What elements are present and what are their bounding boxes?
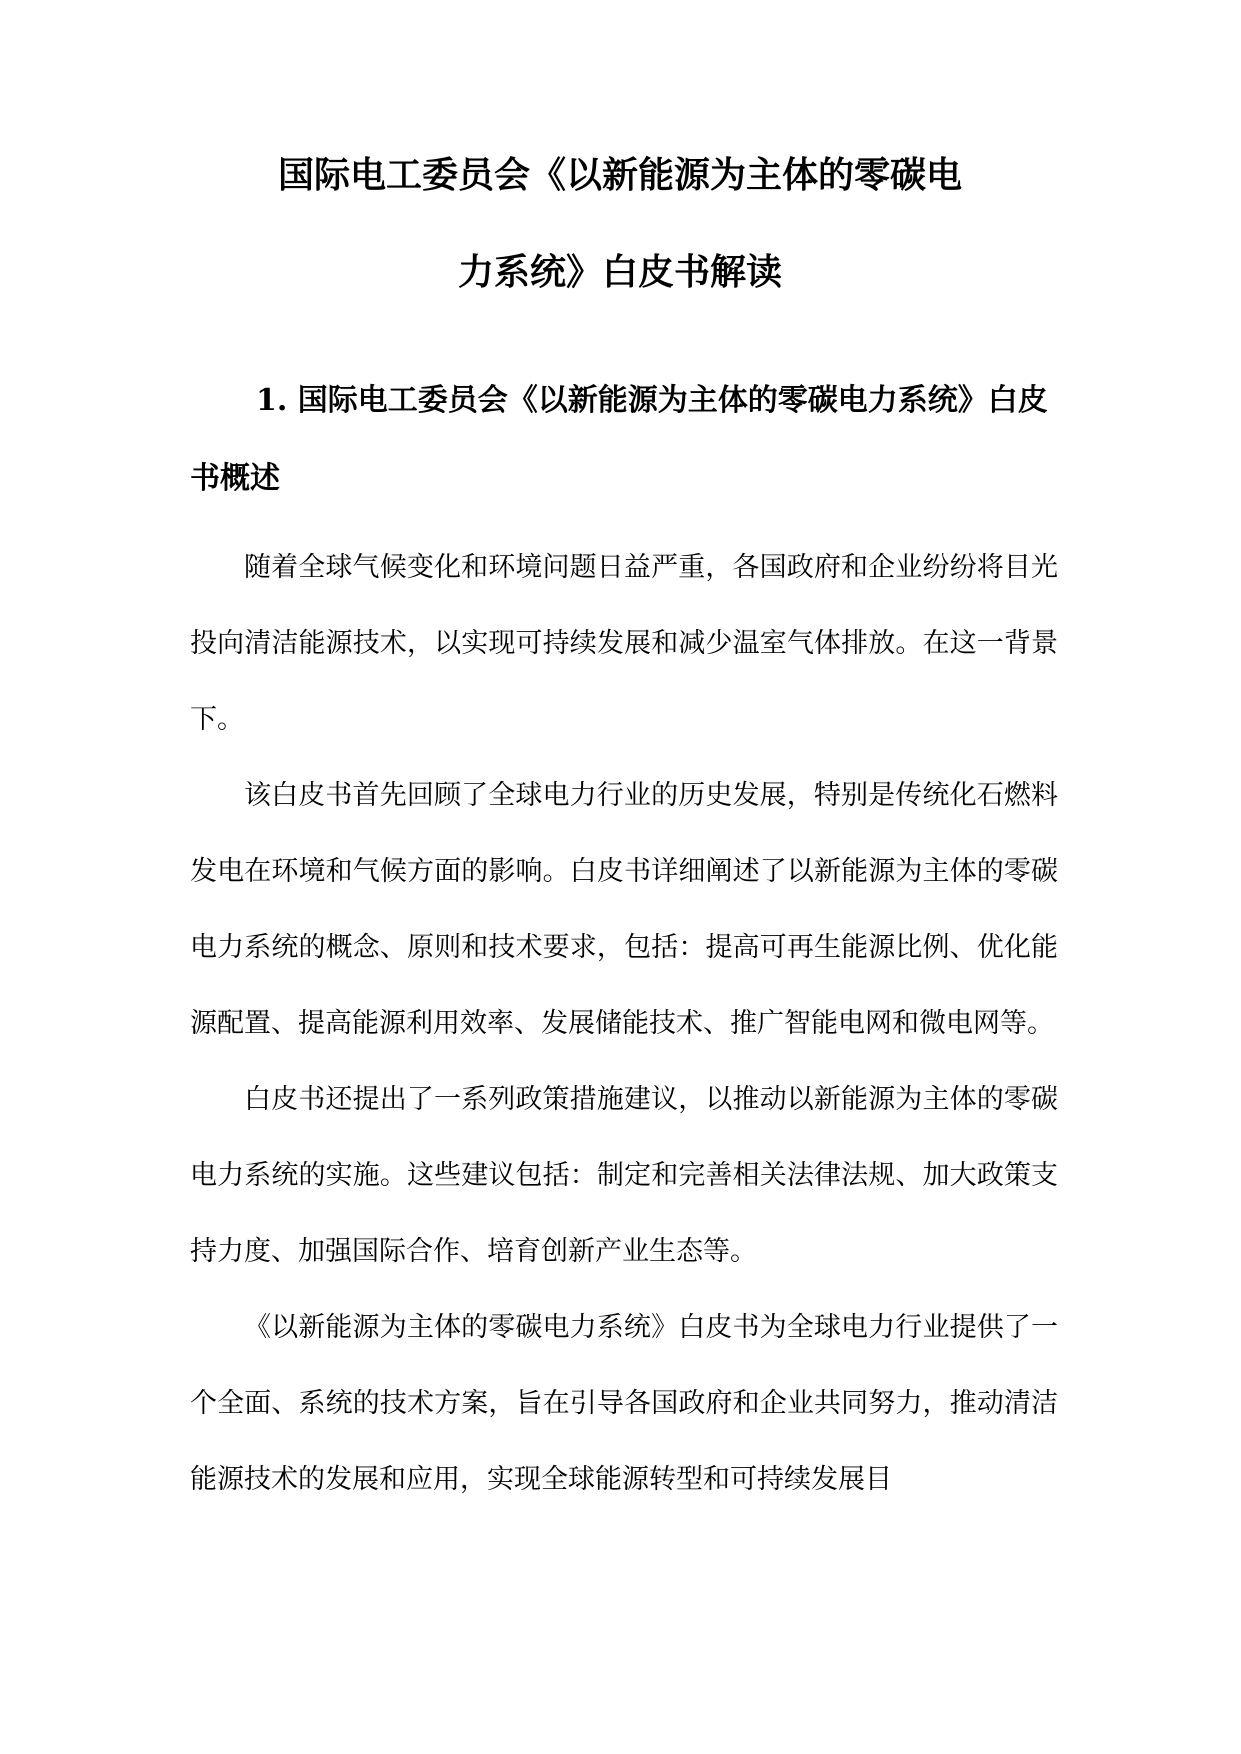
- section-heading: 1. 国际电工委员会《以新能源为主体的零碳电力系统》白皮书概述: [190, 383, 1048, 496]
- paragraph: 随着全球气候变化和环境问题日益严重，各国政府和企业纷纷将目光投向清洁能源技术，以实现可持续发展和减少温室气体排放。在这一背景下。: [190, 552, 1058, 735]
- document-title-line-2: 力系统》白皮书解读: [457, 251, 782, 293]
- document-title-line-1: 国际电工委员会《以新能源为主体的零碳电: [277, 154, 962, 196]
- paragraph: 该白皮书首先回顾了全球电力行业的历史发展，特别是传统化石燃料发电在环境和气候方面的影响。白皮书详细阐述了以新能源为主体的零碳电力系统的概念、原则和技术要求，包括：提高可再生能源比例、优化能源配置、提高能源利用效率、发展储能技术、推广智能电网和微电网等。: [190, 780, 1058, 1039]
- paragraph: 白皮书还提出了一系列政策措施建议，以推动以新能源为主体的零碳电力系统的实施。这些建议包括：制定和完善相关法律法规、加大政策支持力度、加强国际合作、培育创新产业生态等。: [190, 1084, 1058, 1267]
- paragraph: 《以新能源为主体的零碳电力系统》白皮书为全球电力行业提供了一个全面、系统的技术方案，旨在引导各国政府和企业共同努力，推动清洁能源技术的发展和应用，实现全球能源转型和可持续发展目: [190, 1312, 1058, 1495]
- document-body: [190, 530, 1058, 1518]
